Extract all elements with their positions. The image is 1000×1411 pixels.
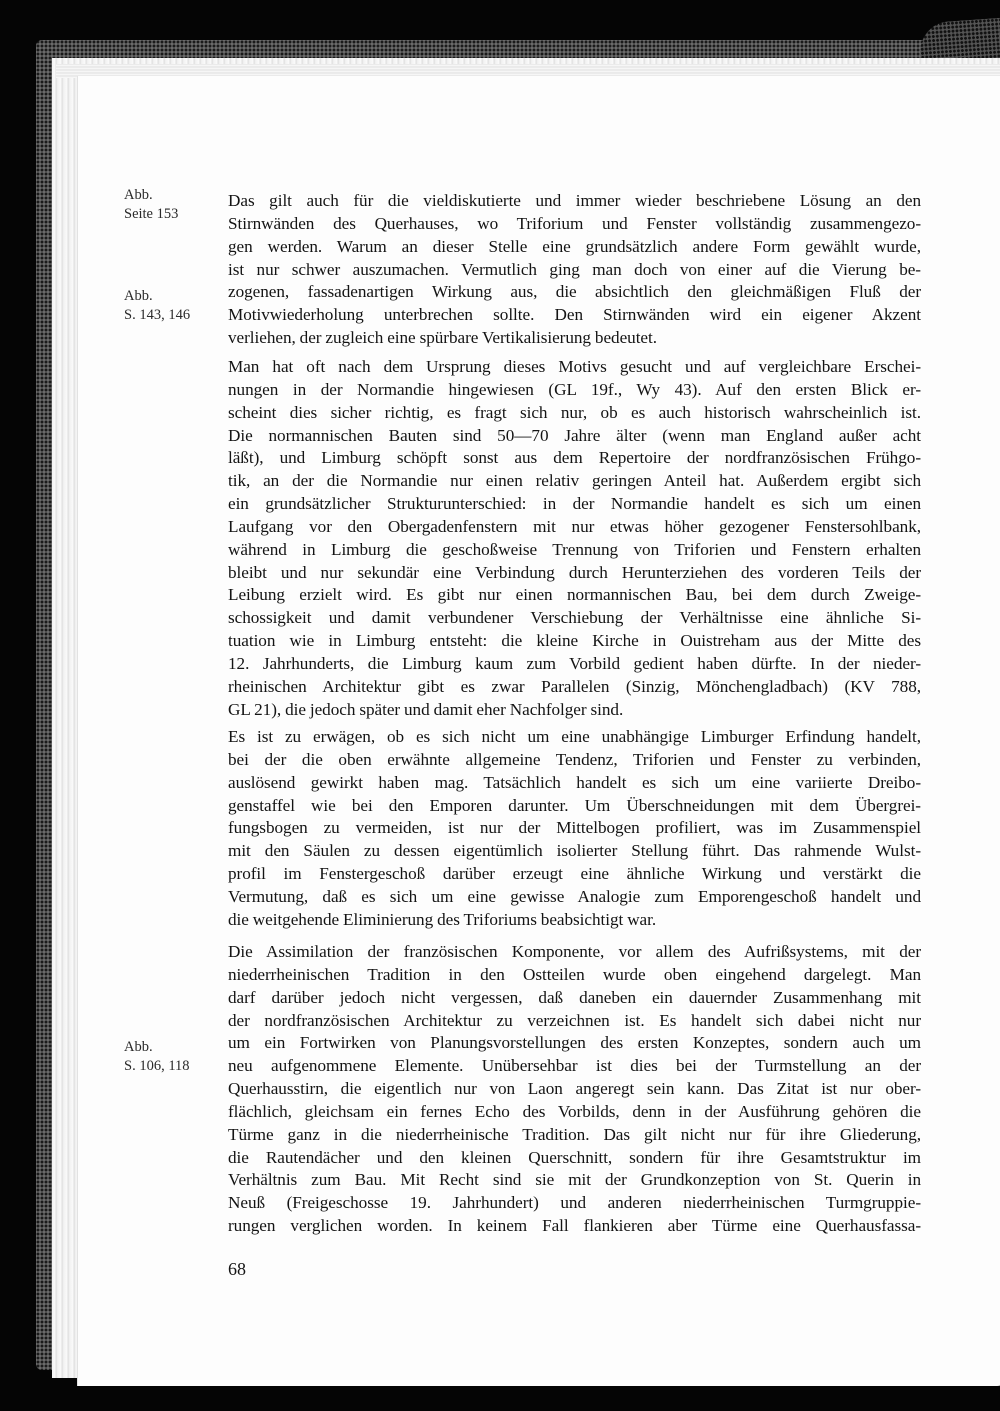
text-line: Die Assimilation der französischen Komponente, vor allem des Aufrißsystems, mit der [228, 942, 921, 961]
text-line: läßt), und Limburg schöpft sonst aus dem Repertoire der nordfranzösischen Frühgo- [228, 448, 921, 468]
text-line: rungen verglichen worden. In keinem Fall flankieren aber Türme eine Querhausfassa- [228, 1216, 921, 1236]
text-line: Leibung erzielt wird. Es gibt nur einen normannischen Bau, bei dem durch Zweige- [228, 585, 921, 605]
text-line: ist nur schwer auszumachen. Vermutlich ging man doch von einer auf die Vierung be- [228, 259, 921, 279]
book-page [78, 76, 1000, 1386]
text-line: niederrheinischen Tradition in den Ostteilen wurde oben eingehend dargelegt. Man [228, 964, 921, 984]
margin-note-line: Seite 153 [124, 206, 179, 222]
text-line: tik, an der die Normandie nur einen relativ geringen Anteil hat. Außerdem ergibt sich [228, 471, 921, 491]
text-line: Motivwiederholung unterbrechen sollte. Den Stirnwänden wird ein eigener Akzent [228, 305, 921, 325]
text-line: Laufgang vor den Obergadenfenstern mit nur etwas höher gezogener Fenstersohlbank, [228, 516, 921, 536]
text-line: bei der die oben erwähnte allgemeine Tendenz, Triforien und Fenster zu verbinden, [228, 749, 921, 769]
margin-note [124, 1038, 190, 1076]
page-number: 68 [228, 1259, 246, 1279]
paragraph [228, 190, 921, 350]
text-line: Verhältnis zum Bau. Mit Recht sind sie mit der Grundkonzeption von St. Querin in [228, 1170, 921, 1190]
paragraph [228, 726, 921, 932]
text-line: scheint dies sicher richtig, es fragt sich nur, ob es auch historisch wahrscheinlich ist. [228, 402, 921, 422]
text-line: Neuß (Freigeschosse 19. Jahrhundert) und anderen niederrheinischen Turmgruppie- [228, 1193, 921, 1213]
paragraph [228, 941, 921, 1238]
margin-note-line: Abb. [124, 1039, 153, 1055]
text-line: tuation wie in Limburg entsteht: die kleine Kirche in Ouistreham aus der Mitte des [228, 631, 921, 651]
margin-note-line: Abb. [124, 288, 153, 304]
text-line: während in Limburg die geschoßweise Trennung von Triforien und Fenstern erhalten [228, 539, 921, 559]
text-line: profil im Fenstergeschoß darüber erzeugt eine ähnliche Wirkung und verstärkt die [228, 864, 921, 884]
text-line: genstaffel wie bei den Emporen darunter. Um Überschneidungen mit dem Übergrei- [228, 795, 921, 815]
text-line: Die normannischen Bauten sind 50—70 Jahre älter (wenn man England außer acht [228, 425, 921, 445]
text-line: ein grundsätzlicher Strukturunterschied: in der Normandie handelt es sich um einen [228, 494, 921, 514]
text-line: Das gilt auch für die vieldiskutierte und immer wieder beschriebene Lösung an den [228, 191, 921, 210]
text-line: mit den Säulen zu dessen eigentümlich isolierter Stellung führt. Das rahmende Wulst- [228, 841, 921, 861]
margin-note-line: Abb. [124, 187, 153, 203]
margin-note [124, 186, 178, 224]
text-line: GL 21), die jedoch später und damit eher Nachfolger sind. [228, 699, 624, 719]
text-line: gen werden. Warum an dieser Stelle eine grundsätzlich andere Form gewählt wurde, [228, 236, 921, 256]
text-line: Man hat oft nach dem Ursprung dieses Motivs gesucht und auf vergleichbare Erschei- [228, 357, 921, 376]
text-line: fungsbogen zu vermeiden, ist nur der Mittelbogen profiliert, was im Zusammenspiel [228, 818, 921, 838]
text-line: flächlich, gleichsam ein fernes Echo des Vorbilds, denn in der Ausführung gehören die [228, 1101, 921, 1121]
text-line: bleibt und nur sekundär eine Verbindung durch Herunterziehen des vorderen Teils der [228, 562, 921, 582]
text-line: darf darüber jedoch nicht vergessen, daß daneben ein dauernder Zusammenhang mit [228, 987, 921, 1007]
margin-note-line: S. 106, 118 [124, 1058, 190, 1074]
text-line: Vermutung, daß es sich um eine gewisse Analogie zum Emporengeschoß handelt und [228, 886, 921, 906]
text-line: die weitgehende Eliminierung des Triforiums beabsichtigt war. [228, 909, 657, 929]
text-line: Türme ganz in die niederrheinische Tradition. Das gilt nicht nur für ihre Gliederung, [228, 1124, 921, 1144]
paragraph [228, 356, 921, 722]
text-line: zogenen, fassadenartigen Wirkung aus, die absichtlich den gleichmäßigen Fluß der [228, 282, 921, 302]
text-line: auslösend gewirkt haben mag. Tatsächlich handelt es sich um eine variierte Dreibo- [228, 772, 921, 792]
text-line: schossigkeit und damit verbundener Verschiebung der Verhältnisse eine ähnliche Si- [228, 608, 921, 628]
text-line: nungen in der Normandie hingewiesen (GL 19f., Wy 43). Auf den ersten Blick er- [228, 379, 921, 399]
text-line: um ein Fortwirken von Planungsvorstellungen des ersten Konzeptes, sondern auch um [228, 1033, 921, 1053]
text-line: neu aufgenommene Elemente. Unübersehbar ist dies bei der Turmstellung an der [228, 1056, 921, 1076]
text-line: die Rautendächer und den kleinen Querschnitt, sondern für ihre Gesamtstruktur im [228, 1147, 921, 1167]
text-line: Querhausstirn, die eigentlich nur von Laon angeregt sein kann. Das Zitat ist nur ober- [228, 1079, 921, 1099]
text-line: rheinischen Architektur gibt es zwar Parallelen (Sinzig, Mönchengladbach) (KV 788, [228, 676, 921, 696]
text-line: Es ist zu erwägen, ob es sich nicht um eine unabhängige Limburger Erfindung handelt, [228, 727, 921, 746]
margin-note [124, 287, 190, 325]
text-line: 12. Jahrhunderts, die Limburg kaum zum Vorbild gedient haben dürfte. In der nieder- [228, 653, 921, 673]
text-line: der nordfranzösischen Architektur zu verzeichnen ist. Es handelt sich dabei nicht nur [228, 1010, 921, 1030]
text-line: Stirnwänden des Querhauses, wo Triforium und Fenster vollständig zusammengezo- [228, 213, 921, 233]
margin-note-line: S. 143, 146 [124, 307, 191, 323]
text-line: verliehen, der zugleich eine spürbare Vertikalisierung bedeutet. [228, 328, 657, 348]
